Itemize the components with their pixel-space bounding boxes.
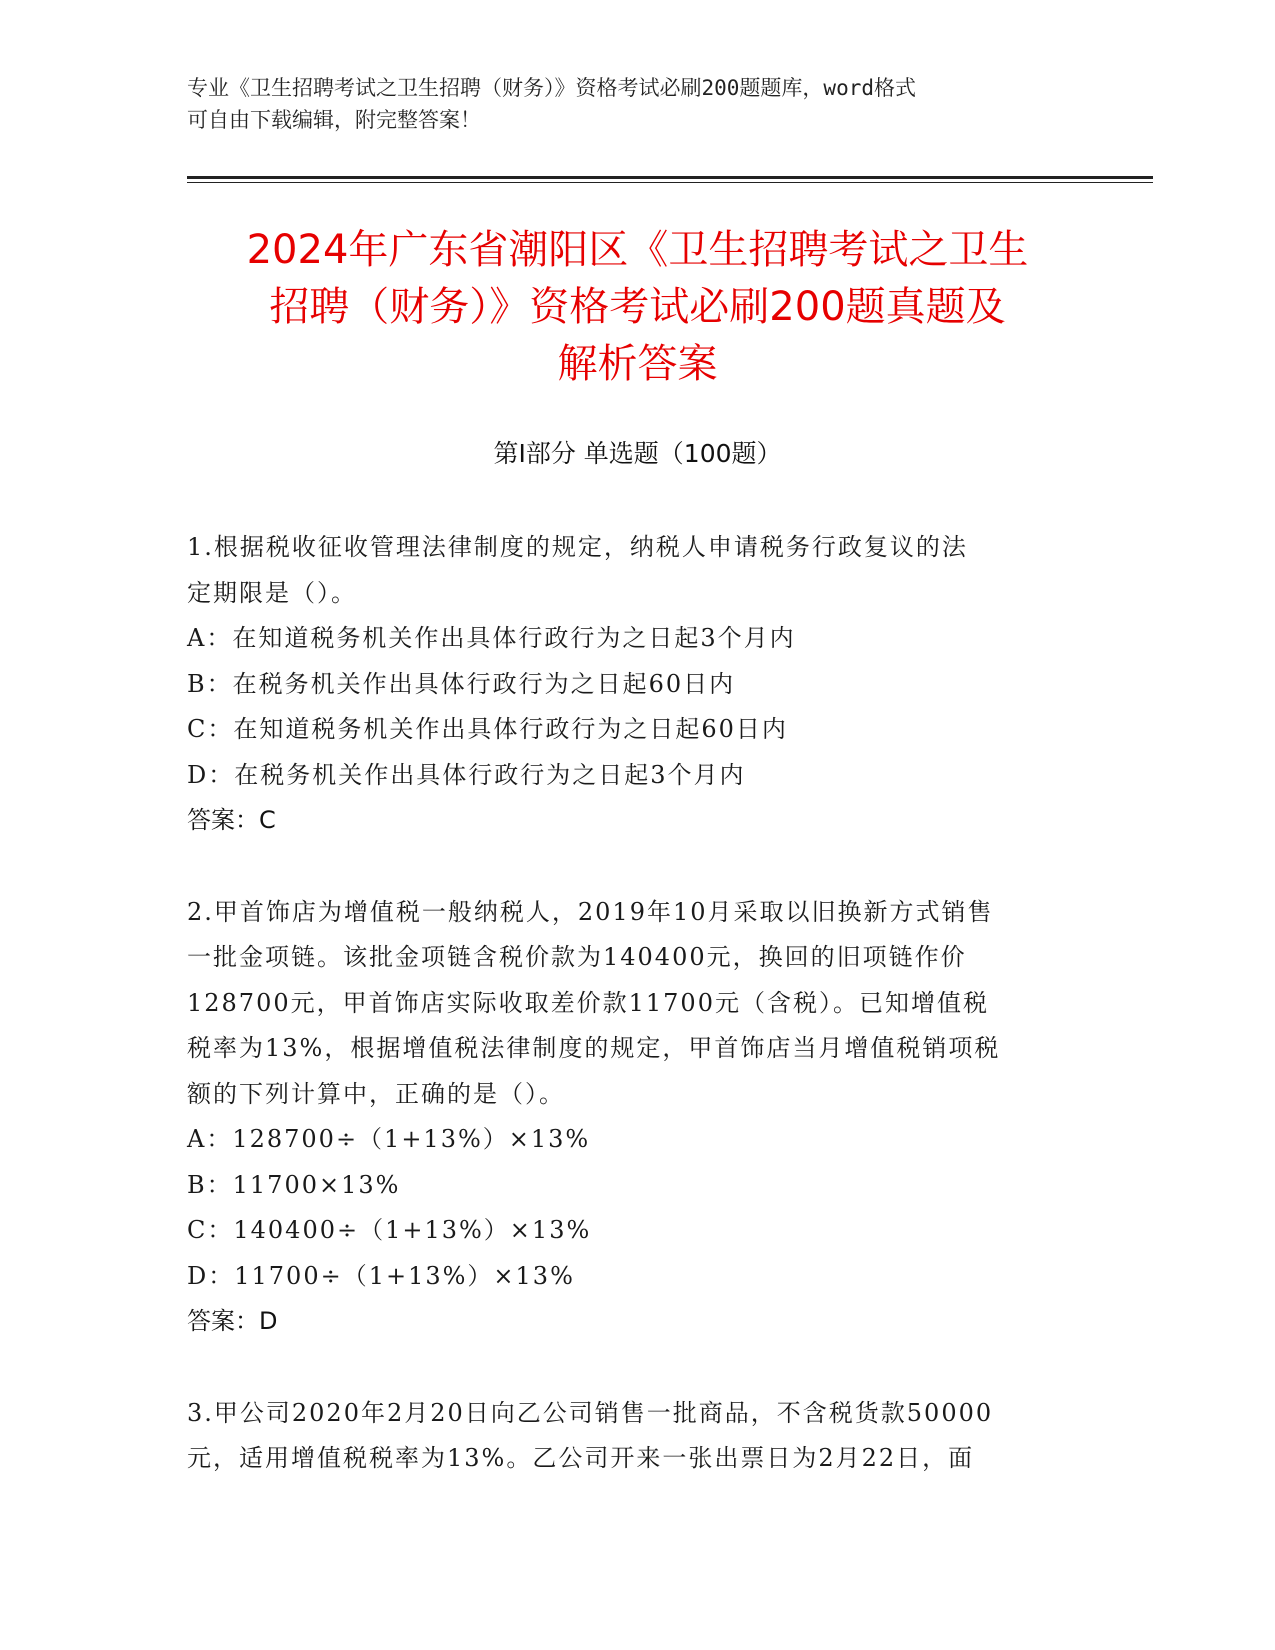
question-stem-line: 元，适用增值税税率为13%。乙公司开来一张出票日为2月22日，面: [187, 1444, 975, 1472]
option-a: A：128700÷（1+13%）×13%: [187, 1125, 591, 1153]
option-d: D：在税务机关作出具体行政行为之日起3个月内: [187, 760, 746, 789]
question-2: [187, 890, 1087, 1345]
title-line: 招聘（财务）》资格考试必刷200题真题及: [269, 284, 1006, 330]
question-stem-line: 定期限是（）。: [187, 578, 357, 607]
header-divider: [187, 176, 1153, 179]
header-divider-thin: [187, 182, 1153, 183]
header-note: [187, 72, 1067, 136]
question-stem-line: 1.根据税收征收管理法律制度的规定，纳税人申请税务行政复议的法: [187, 533, 968, 561]
question-3: [187, 1391, 1087, 1482]
option-c: C：在知道税务机关作出具体行政行为之日起60日内: [187, 715, 788, 743]
option-b: B：11700×13%: [187, 1170, 401, 1199]
answer-label: 答案：C: [187, 806, 276, 834]
question-stem-line: 额的下列计算中，正确的是（）。: [187, 1079, 565, 1108]
question-stem-line: 税率为13%，根据增值税法律制度的规定，甲首饰店当月增值税销项税: [187, 1034, 1001, 1062]
option-c: C：140400÷（1+13%）×13%: [187, 1216, 592, 1244]
header-note-line: 可自由下载编辑，附完整答案！: [187, 108, 481, 132]
title-line: 2024年广东省潮阳区《卫生招聘考试之卫生: [246, 227, 1029, 273]
question-1: [187, 525, 1087, 844]
option-b: B：在税务机关作出具体行政行为之日起60日内: [187, 669, 736, 698]
question-list: [187, 525, 1087, 1528]
question-stem-line: 一批金项链。该批金项链含税价款为140400元，换回的旧项链作价: [187, 943, 967, 971]
question-stem-line: 3.甲公司2020年2月20日向乙公司销售一批商品，不含税货款50000: [187, 1398, 994, 1427]
answer-label: 答案：D: [187, 1307, 278, 1335]
title-line: 解析答案: [557, 341, 718, 387]
document-title: [170, 222, 1105, 393]
question-stem-line: 128700元，甲首饰店实际收取差价款11700元（含税）。已知增值税: [187, 988, 989, 1017]
section-heading: 第Ⅰ部分 单选题（100题）: [493, 439, 782, 468]
option-a: A：在知道税务机关作出具体行政行为之日起3个月内: [187, 624, 796, 652]
option-d: D：11700÷（1+13%）×13%: [187, 1261, 575, 1290]
header-note-line: 专业《卫生招聘考试之卫生招聘（财务）》资格考试必刷200题题库，word格式: [187, 76, 916, 100]
question-stem-line: 2.甲首饰店为增值税一般纳税人，2019年10月采取以旧换新方式销售: [187, 897, 994, 926]
